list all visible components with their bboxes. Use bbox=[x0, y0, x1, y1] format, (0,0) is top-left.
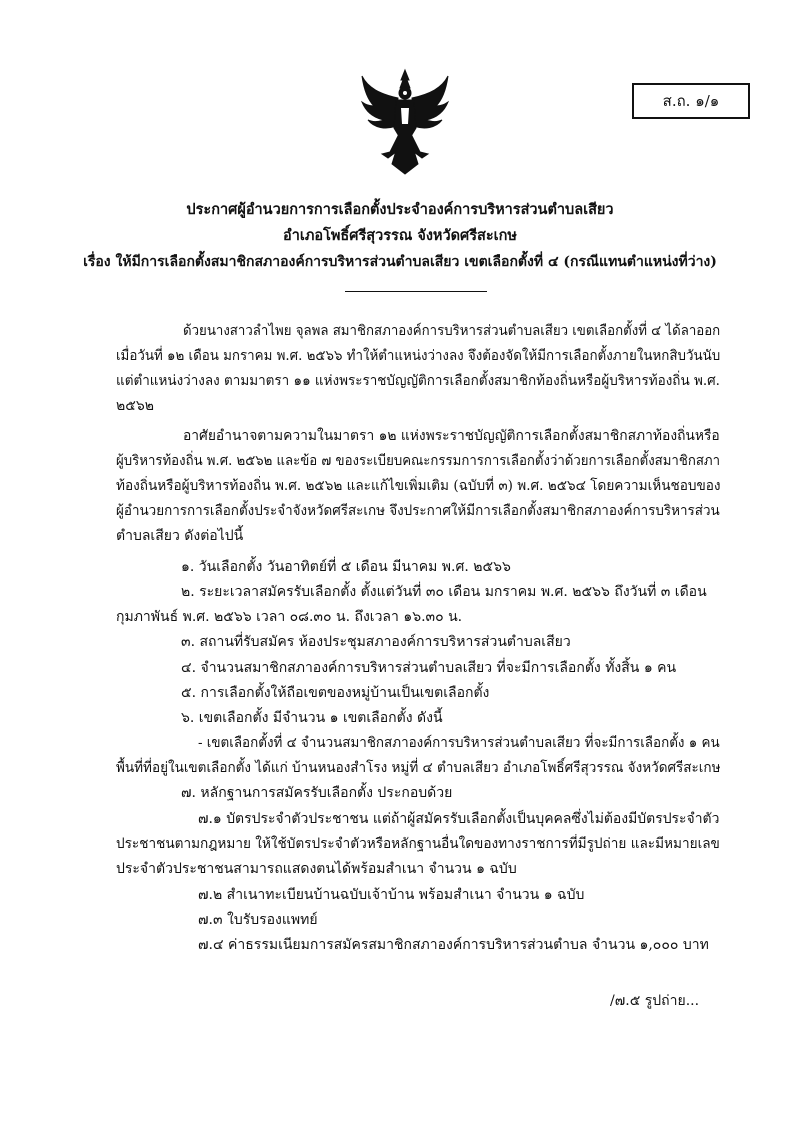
body-line: อาศัยอำนาจตามความในมาตรา ๑๒ แห่งพระราชบัญญัติการเลือกตั้งสมาชิกสภาท้องถิ่นหรือ bbox=[183, 428, 720, 444]
continuation-note: /๗.๕ รูปถ่าย... bbox=[610, 993, 700, 1009]
list-item: ๗.๓ ใบรับรองแพทย์ bbox=[198, 912, 318, 928]
list-item: ๗.๑ บัตรประจำตัวประชาชน แต่ถ้าผู้สมัครรับเลือกตั้งเป็นบุคคลซึ่งไม่ต้องมีบัตรประจำตัว bbox=[198, 811, 720, 827]
list-item: ๒. ระยะเวลาสมัครรับเลือกตั้ง ตั้งแต่วันที่ ๓๐ เดือน มกราคม พ.ศ. ๒๕๖๖ ถึงวันที่ ๓ เดือน bbox=[181, 584, 707, 600]
form-code-box: ส.ถ. ๑/๑ bbox=[632, 83, 750, 119]
list-item: ประจำตัวประชาชนสามารถแสดงตนได้พร้อมสำเนา จำนวน ๑ ฉบับ bbox=[116, 861, 517, 877]
list-item: ๓. สถานที่รับสมัคร ห้องประชุมสภาองค์การบริหารส่วนตำบลเสียว bbox=[181, 634, 571, 650]
heading-divider bbox=[345, 291, 487, 292]
body-line: ผู้อำนวยการการเลือกตั้งประจำจังหวัดศรีสะเกษ จึงประกาศให้มีการเลือกตั้งสมาชิกสภาองค์การบริหารส่วน bbox=[116, 503, 720, 519]
list-item: กุมภาพันธ์ พ.ศ. ๒๕๖๖ เวลา ๐๘.๓๐ น. ถึงเวลา ๑๖.๓๐ น. bbox=[116, 609, 463, 625]
list-item: ๕. การเลือกตั้งให้ถือเขตของหมู่บ้านเป็นเขตเลือกตั้ง bbox=[181, 685, 490, 701]
body-line: แต่ตำแหน่งว่างลง ตามมาตรา ๑๑ แห่งพระราชบัญญัติการเลือกตั้งสมาชิกท้องถิ่นหรือผู้บริหารท้องถิ่น พ.ศ. bbox=[116, 373, 720, 389]
announcement-subject: เรื่อง ให้มีการเลือกตั้งสมาชิกสภาองค์การบริหารส่วนตำบลเสียว เขตเลือกตั้งที่ ๔ (กรณีแทนตำแหน่งที่ว่าง) bbox=[83, 254, 717, 270]
list-item: ๑. วันเลือกตั้ง วันอาทิตย์ที่ ๕ เดือน มีนาคม พ.ศ. ๒๕๖๖ bbox=[181, 559, 511, 575]
list-item: ๗. หลักฐานการสมัครรับเลือกตั้ง ประกอบด้วย bbox=[181, 785, 453, 801]
list-item: ๖. เขตเลือกตั้ง มีจำนวน ๑ เขตเลือกตั้ง ดังนี้ bbox=[181, 710, 443, 726]
body-line: ๒๕๖๒ bbox=[116, 398, 154, 414]
list-item: - เขตเลือกตั้งที่ ๔ จำนวนสมาชิกสภาองค์การบริหารส่วนตำบลเสียว ที่จะมีการเลือกตั้ง ๑ คน bbox=[198, 735, 720, 751]
list-item: พื้นที่ที่อยู่ในเขตเลือกตั้ง ได้แก่ บ้านหนองสำโรง หมู่ที่ ๔ ตำบลเสียว อำเภอโพธิ์ศรีสุวรรณ จังหวัดศรีสะเกษ bbox=[116, 760, 721, 776]
list-item: ๗.๒ สำเนาทะเบียนบ้านฉบับเจ้าบ้าน พร้อมสำเนา จำนวน ๑ ฉบับ bbox=[198, 887, 585, 903]
announcement-location: อำเภอโพธิ์ศรีสุวรรณ จังหวัดศรีสะเกษ bbox=[283, 227, 517, 244]
list-item: ๔. จำนวนสมาชิกสภาองค์การบริหารส่วนตำบลเสียว ที่จะมีการเลือกตั้ง ทั้งสิ้น ๑ คน bbox=[181, 660, 677, 676]
body-line: เมื่อวันที่ ๑๒ เดือน มกราคม พ.ศ. ๒๕๖๖ ทำให้ตำแหน่งว่างลง จึงต้องจัดให้มีการเลือกตั้งภายในหกสิบวันนับ bbox=[116, 348, 721, 364]
announcement-title: ประกาศผู้อำนวยการการเลือกตั้งประจำองค์การบริหารส่วนตำบลเสียว bbox=[186, 201, 614, 218]
body-line: ผู้บริหารท้องถิ่น พ.ศ. ๒๕๖๒ และข้อ ๗ ของระเบียบคณะกรรมการการเลือกตั้งว่าด้วยการเลือกตั้งสมาชิกสภา bbox=[116, 453, 721, 469]
body-line: ท้องถิ่นหรือผู้บริหารท้องถิ่น พ.ศ. ๒๕๖๒ และแก้ไขเพิ่มเติม (ฉบับที่ ๓) พ.ศ. ๒๕๖๔ โดยความเห็นชอบของ bbox=[116, 478, 721, 494]
list-item: ๗.๔ ค่าธรรมเนียมการสมัครสมาชิกสภาองค์การบริหารส่วนตำบล จำนวน ๑,๐๐๐ บาท bbox=[198, 937, 709, 953]
body-line: ตำบลเสียว ดังต่อไปนี้ bbox=[116, 528, 244, 544]
garuda-emblem-icon bbox=[360, 68, 450, 178]
list-item: ประชาชนตามกฎหมาย ให้ใช้บัตรประจำตัวหรือหลักฐานอื่นใดของทางราชการที่มีรูปถ่าย และมีหมายเลข bbox=[116, 836, 720, 852]
body-line: ด้วยนางสาวลำไพย จุลพล สมาชิกสภาองค์การบริหารส่วนตำบลเสียว เขตเลือกตั้งที่ ๔ ได้ลาออก bbox=[183, 323, 721, 339]
